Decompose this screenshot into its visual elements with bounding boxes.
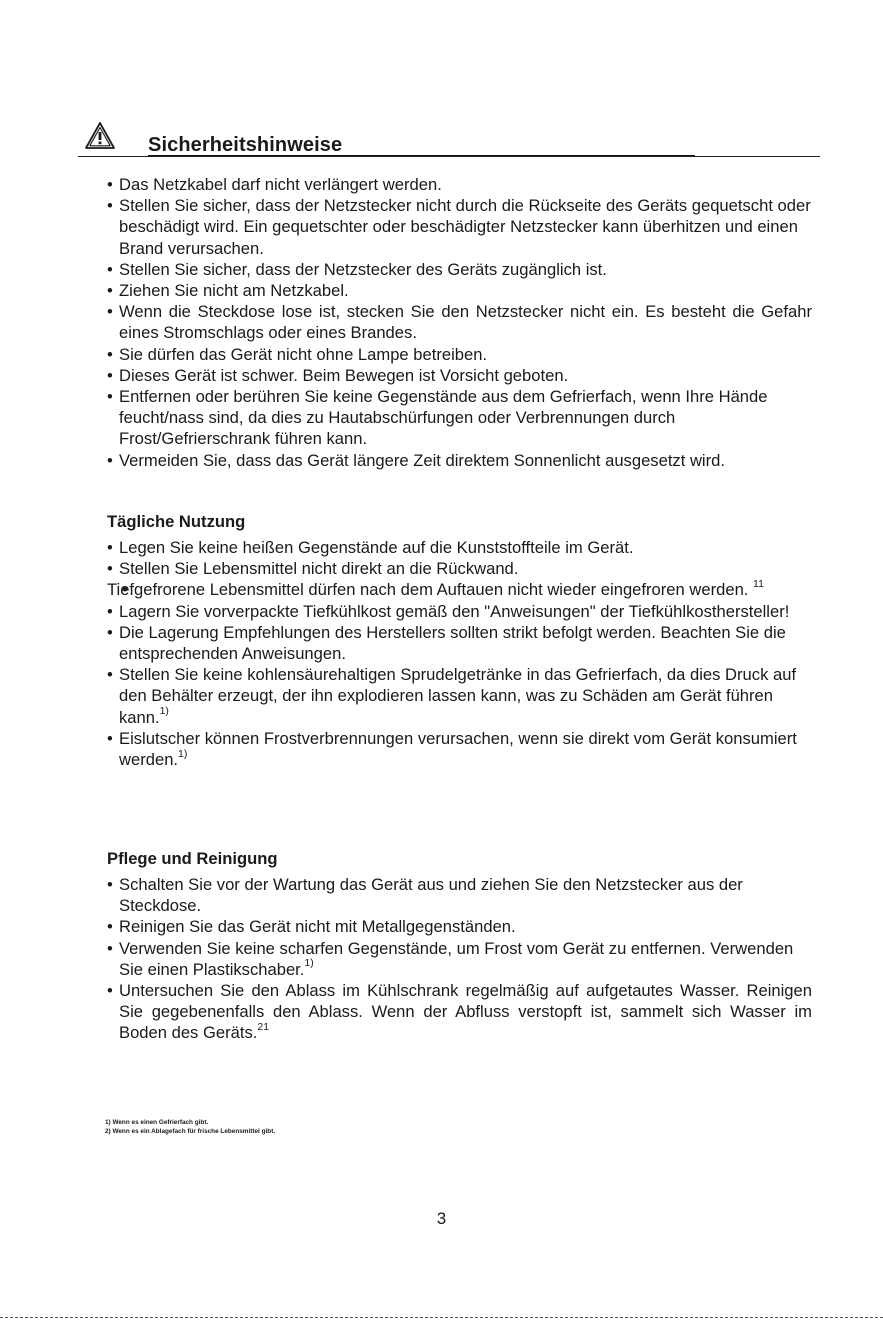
daily-use-list	[107, 537, 812, 770]
list-item: • Stellen Sie keine kohlensäurehaltigen Sprudelgetränke in das Gefrierfach, da dies Druck auf den Behälter erzeugt, der ihn explodieren lassen kann, was zu Schäden am Gerät führen kann.$^{1)}$	[107, 664, 812, 728]
list-item: • Tiefgefrorene Lebensmittel dürfen nach dem Auftauen nicht wieder eingefroren werden. $^{11}$	[107, 579, 812, 600]
list-item: • Lagern Sie vorverpackte Tiefkühlkost gemäß den "Anweisungen" der Tiefkühlkosthersteller!	[107, 601, 812, 622]
footnote-ref: 1)	[159, 705, 169, 718]
list-item: • Dieses Gerät ist schwer. Beim Bewegen ist Vorsicht geboten.	[107, 365, 812, 386]
care-heading: Pflege und Reinigung	[107, 849, 278, 868]
footnote-ref: 1)	[178, 747, 188, 760]
list-item: • Das Netzkabel darf nicht verlängert werden.	[107, 174, 812, 195]
list-item: • Vermeiden Sie, dass das Gerät längere Zeit direktem Sonnenlicht ausgesetzt wird.	[107, 450, 812, 471]
daily-use-heading: Tägliche Nutzung	[107, 512, 246, 531]
section-title: Sicherheitshinweise	[148, 134, 343, 156]
list-item: • Ziehen Sie nicht am Netzkabel.	[107, 280, 812, 301]
list-item: • Stellen Sie Lebensmittel nicht direkt an die Rückwand.	[107, 558, 812, 579]
list-item: • Stellen Sie sicher, dass der Netzstecker nicht durch die Rückseite des Geräts gequetscht oder beschädigt wird. Ein gequetschter oder beschädigter Netzstecker kann überhitzen und einen Brand verursachen.	[107, 195, 812, 259]
list-item: • Stellen Sie sicher, dass der Netzstecker des Geräts zugänglich ist.	[107, 259, 812, 280]
list-item: • Die Lagerung Empfehlungen des Herstellers sollten strikt befolgt werden. Beachten Sie die entsprechenden Anweisungen.	[107, 622, 812, 664]
safety-list	[107, 174, 812, 471]
footnote-ref: 11	[753, 577, 764, 590]
page-number: 3	[436, 1209, 447, 1228]
list-item: • Eislutscher können Frostverbrennungen verursachen, wenn sie direkt vom Gerät konsumiert werden.$^{1)}$	[107, 728, 812, 770]
list-item: • Schalten Sie vor der Wartung das Gerät aus und ziehen Sie den Netzstecker aus der Steckdose.	[107, 874, 812, 916]
footnote-ref: 1)	[304, 957, 314, 970]
list-item: • Untersuchen Sie den Ablass im Kühlschrank regelmäßig auf aufgetautes Wasser. Reinigen Sie gegebenenfalls den Ablass. Wenn der Abfluss verstopft ist, sammelt sich Wasser im Boden des Geräts.$^{21}$	[107, 980, 812, 1044]
warning-triangle-icon	[84, 121, 116, 151]
list-item: • Verwenden Sie keine scharfen Gegenstände, um Frost vom Gerät zu entfernen. Verwenden Sie einen Plastikschaber.$^{1)}$	[107, 938, 812, 980]
footnote: 2) Wenn es ein Ablagefach für frische Lebensmittel gibt.	[105, 1127, 276, 1135]
list-item: • Wenn die Steckdose lose ist, stecken Sie den Netzstecker nicht ein. Es besteht die Gefahr eines Stromschlags oder eines Brandes.	[107, 301, 812, 343]
list-item: • Entfernen oder berühren Sie keine Gegenstände aus dem Gefrierfach, wenn Ihre Hände feucht/nass sind, da dies zu Hautabschürfungen oder Verbrennungen durch Frost/Gefrierschrank führen kann.	[107, 386, 812, 450]
footnote: 1) Wenn es einen Gefrierfach gibt.	[105, 1119, 209, 1126]
title-underline	[148, 155, 695, 156]
care-list	[107, 874, 812, 1044]
footnote-ref: 21	[257, 1020, 270, 1033]
bottom-divider	[0, 1317, 883, 1318]
list-item: • Reinigen Sie das Gerät nicht mit Metallgegenständen.	[107, 916, 812, 937]
list-item: • Legen Sie keine heißen Gegenstände auf die Kunststoffteile im Gerät.	[107, 537, 812, 558]
list-item: • Sie dürfen das Gerät nicht ohne Lampe betreiben.	[107, 344, 812, 365]
footnotes	[105, 1119, 275, 1136]
